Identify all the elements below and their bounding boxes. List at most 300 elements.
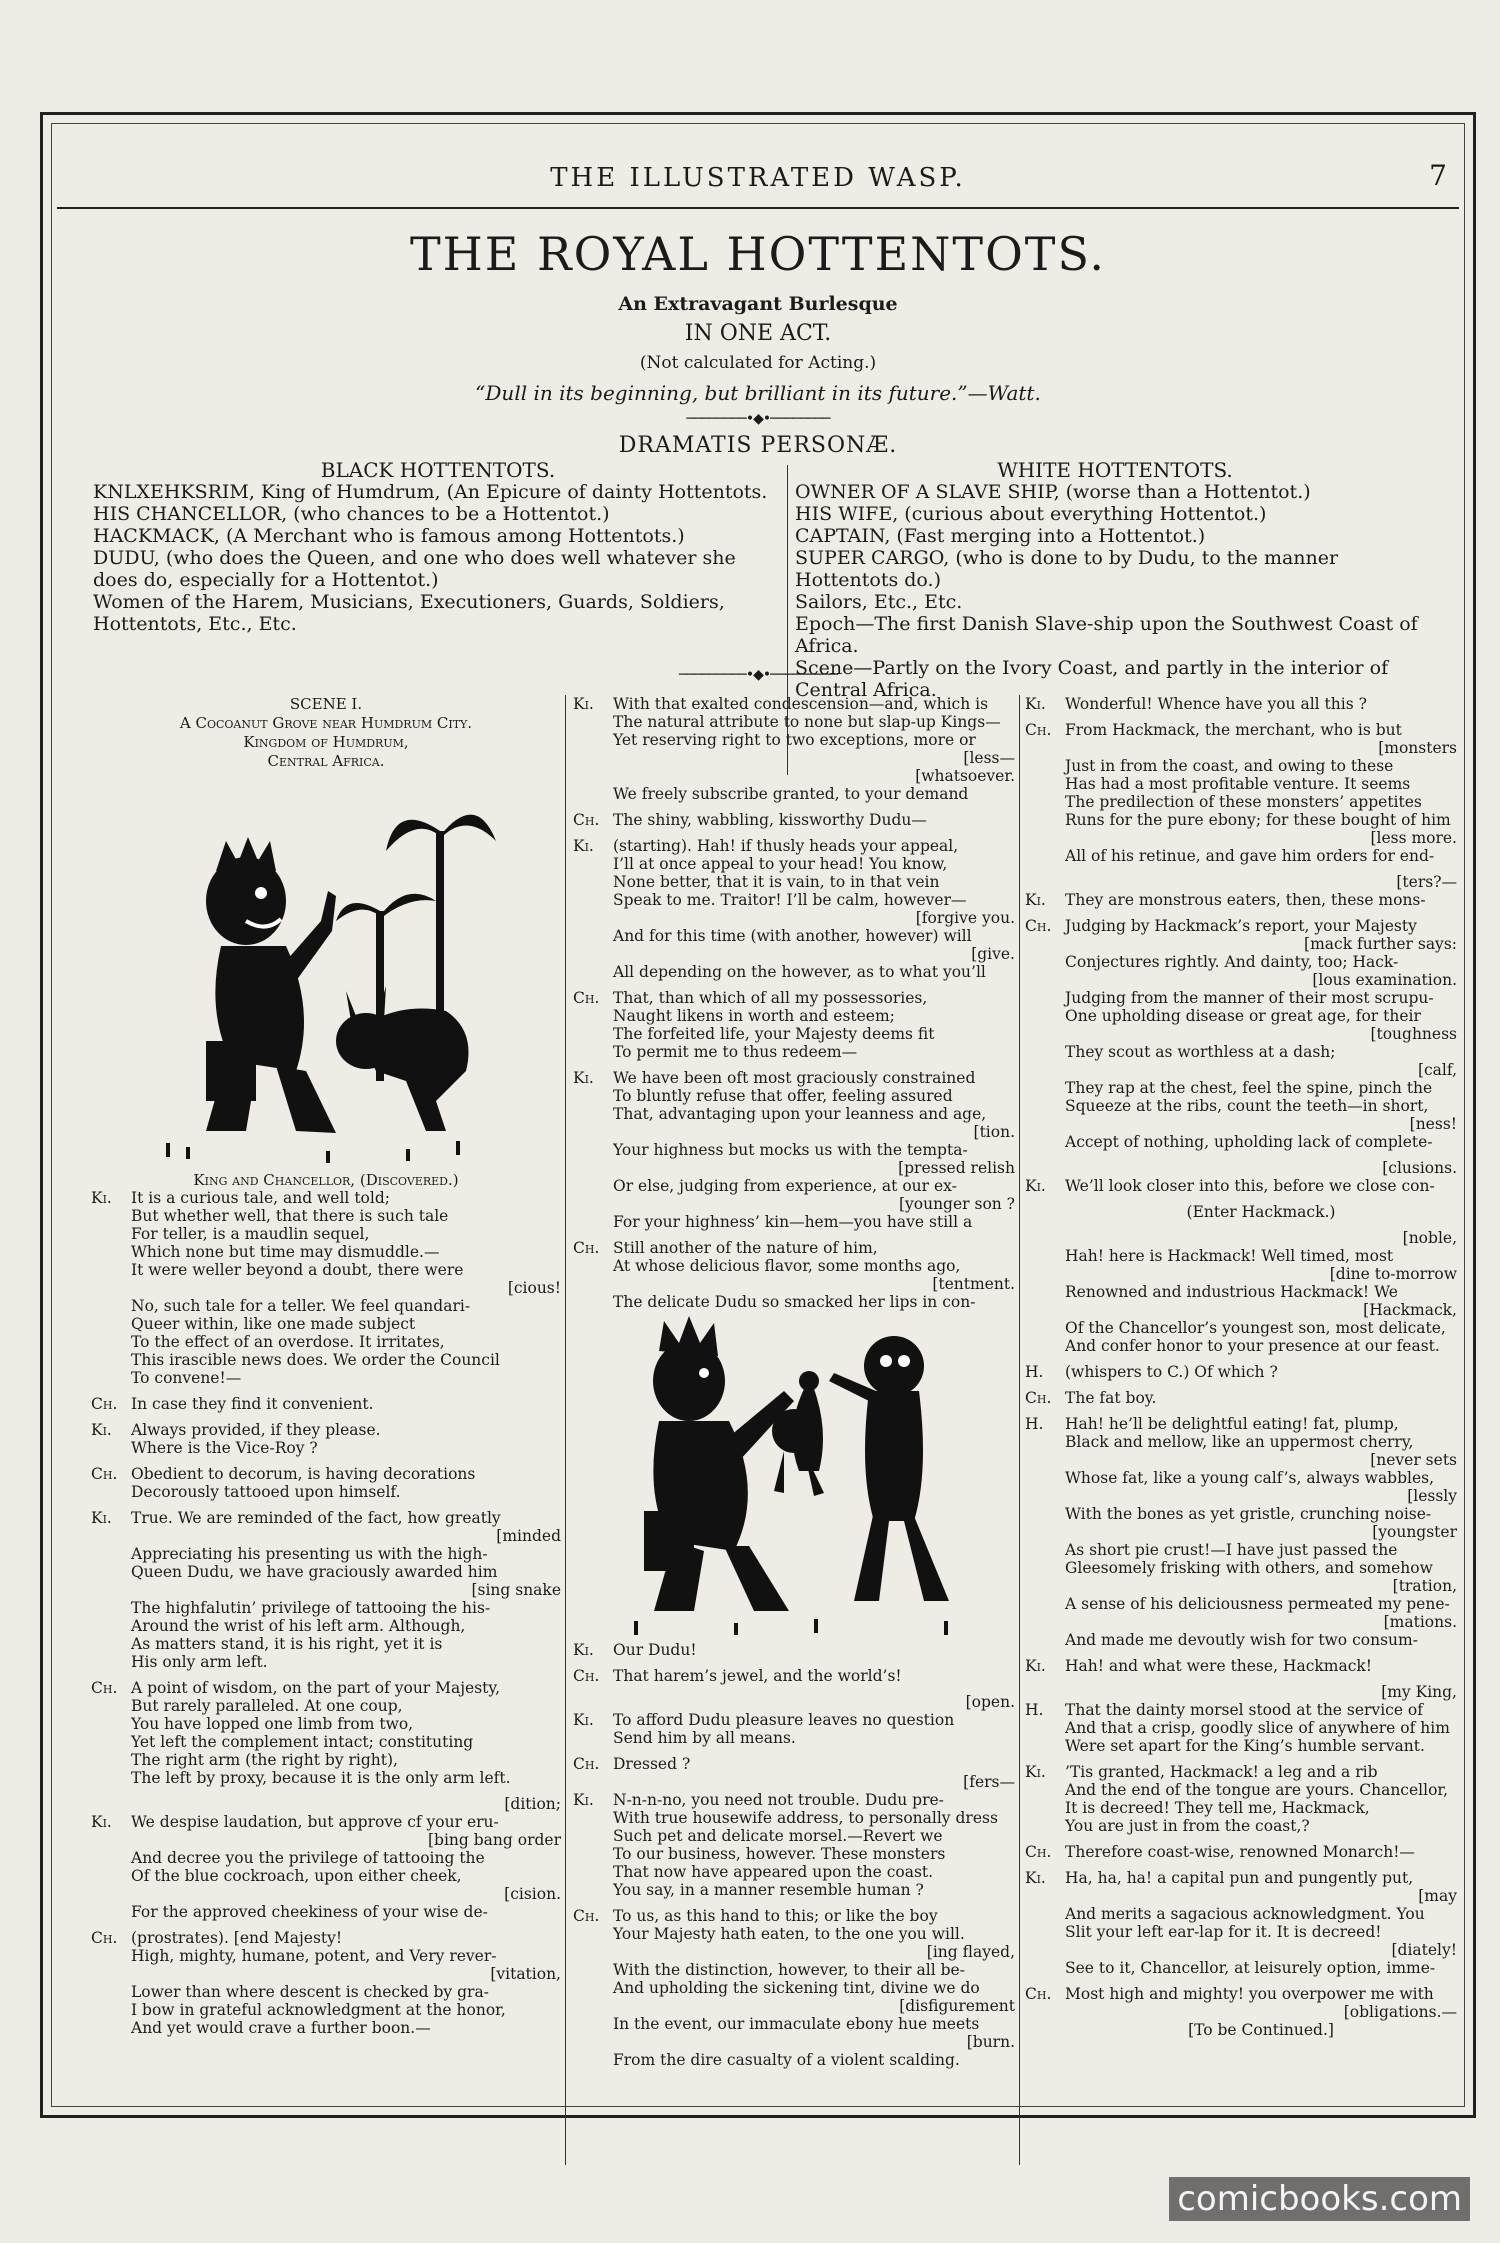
script-line <box>1025 1905 1457 1923</box>
dialogue-text: And yet would crave a further boon.— <box>131 2019 431 2037</box>
dialogue-text: Conjectures rightly. And dainty, too; Hack- <box>1065 953 1399 971</box>
dialogue-text: Speak to me. Traitor! I’ll be calm, however— <box>613 891 967 909</box>
dialogue-text: [ing flayed, <box>926 1943 1015 1961</box>
dialogue-text: [monsters <box>1378 739 1457 757</box>
dialogue-text: With true housewife address, to personally dress <box>613 1809 998 1827</box>
speaker-label: Ki. <box>91 1189 112 1207</box>
illustration-caption: King and Chancellor, (Discovered.) <box>193 1171 459 1189</box>
speaker-label <box>91 1261 131 1279</box>
dialogue-text: This irascible news does. We order the Council <box>131 1351 500 1369</box>
dialogue-text: The right arm (the right by right), <box>131 1751 398 1769</box>
script-line <box>91 1545 561 1563</box>
speaker-label <box>573 1105 613 1123</box>
speaker-label: Ch. <box>573 989 600 1007</box>
speaker-label <box>91 1849 131 1867</box>
script-line <box>573 1275 1015 1293</box>
speaker-label <box>1025 829 1065 847</box>
speaker-label <box>1025 1265 1065 1283</box>
speaker-label <box>1025 1737 1065 1755</box>
script-line <box>1025 1025 1457 1043</box>
speaker-label <box>573 1141 613 1159</box>
dialogue-text: To our business, however. These monsters <box>613 1845 946 1863</box>
script-line <box>91 1903 561 1921</box>
dialogue-text: With that exalted condescension—and, which is <box>613 695 989 713</box>
speaker-label <box>573 1087 613 1105</box>
script-line <box>91 1439 561 1457</box>
script-line <box>91 1653 561 1671</box>
speaker-label <box>91 1965 131 1983</box>
speaker-label: Ch. <box>1025 1389 1052 1407</box>
dialogue-text: Just in from the coast, and owing to these <box>1065 757 1394 775</box>
dialogue-text: True. We are reminded of the fact, how greatly <box>131 1509 501 1527</box>
speaker-label <box>1025 1159 1065 1177</box>
script-line <box>573 909 1015 927</box>
dialogue-text: [noble, <box>1402 1229 1457 1247</box>
script-line <box>91 1715 561 1733</box>
dialogue-text: Yet reserving right to two exceptions, more or <box>613 731 976 749</box>
speaker-label: Ch. <box>91 1465 118 1483</box>
speaker-label <box>1025 1959 1065 1977</box>
script-line <box>573 767 1015 785</box>
script-line <box>1025 917 1457 935</box>
script-line <box>91 1563 561 1581</box>
script-line <box>1025 1843 1457 1861</box>
speaker-label <box>1025 811 1065 829</box>
dialogue-text: The fat boy. <box>1065 1389 1157 1407</box>
script-line <box>573 1809 1015 1827</box>
cast-entry: HIS CHANCELLOR, (who chances to be a Hottentot.) <box>93 503 610 525</box>
script-line <box>573 1791 1015 1809</box>
speaker-label <box>1025 1133 1065 1151</box>
speaker-label <box>1025 775 1065 793</box>
dialogue-text: Wonderful! Whence have you all this ? <box>1065 695 1367 713</box>
dialogue-text: Squeeze at the ribs, count the teeth—in short, <box>1065 1097 1429 1115</box>
script-line <box>573 1925 1015 1943</box>
dialogue-text: Ha, ha, ha! a capital pun and pungently put, <box>1065 1869 1414 1887</box>
speaker-label <box>573 1007 613 1025</box>
script-line <box>573 1881 1015 1899</box>
speaker-label <box>1025 1577 1065 1595</box>
script-line <box>91 1315 561 1333</box>
speaker-label <box>573 909 613 927</box>
dialogue-text: Which none but time may dismuddle.— <box>131 1243 440 1261</box>
script-line <box>91 1527 561 1545</box>
cast-entry: SUPER CARGO, (who is done to by Dudu, to the manner Hottentots do.) <box>795 547 1339 591</box>
dialogue-text: [may <box>1418 1887 1457 1905</box>
dialogue-text: Of the Chancellor’s youngest son, most delicate, <box>1065 1319 1446 1337</box>
speaker-label: Ki. <box>573 1791 594 1809</box>
dialogue-text: To the effect of an overdose. It irritates, <box>131 1333 445 1351</box>
script-line <box>1025 721 1457 739</box>
speaker-label <box>573 1943 613 1961</box>
script-line <box>573 891 1015 909</box>
column-rule-2 <box>1019 695 1020 2165</box>
script-line <box>573 1641 1015 1659</box>
speaker-label <box>573 2051 613 2069</box>
script-line <box>91 1635 561 1653</box>
script-line <box>1025 1363 1457 1381</box>
dialogue-text: [youngster <box>1372 1523 1457 1541</box>
script-line <box>91 1831 561 1849</box>
script-line <box>1025 1337 1457 1355</box>
dialogue-text: To afford Dudu pleasure leaves no question <box>613 1711 955 1729</box>
speaker-label <box>573 1159 613 1177</box>
speaker-label <box>1025 1007 1065 1025</box>
dialogue-text: A sense of his deliciousness permeated my pene- <box>1065 1595 1450 1613</box>
speaker-label <box>573 1997 613 2015</box>
script-line <box>573 1213 1015 1231</box>
dialogue-text: At whose delicious flavor, some months ago, <box>613 1257 961 1275</box>
speaker-label <box>1025 1469 1065 1487</box>
dialogue-text: But rarely paralleled. At one coup, <box>131 1697 403 1715</box>
speaker-label <box>91 1351 131 1369</box>
dialogue-text: And upholding the sickening tint, divine we do <box>613 1979 980 1997</box>
dialogue-text: That the dainty morsel stood at the service of <box>1065 1701 1423 1719</box>
dialogue-text: [Hackmack, <box>1363 1301 1457 1319</box>
speaker-label: Ki. <box>1025 1869 1046 1887</box>
speaker-label <box>573 1979 613 1997</box>
dialogue-text: [less more. <box>1370 829 1457 847</box>
script-line <box>1025 1283 1457 1301</box>
script-line <box>91 1813 561 1831</box>
dialogue-text: It is a curious tale, and well told; <box>131 1189 390 1207</box>
dialogue-text: A point of wisdom, on the part of your Majesty, <box>131 1679 501 1697</box>
dialogue-text: Yet left the complement intact; constituting <box>131 1733 474 1751</box>
dialogue-text: Hah! he’ll be delightful eating! fat, plump, <box>1065 1415 1399 1433</box>
dialogue-text: [mack further says: <box>1304 935 1457 953</box>
script-line <box>1025 1229 1457 1247</box>
speaker-label <box>573 855 613 873</box>
dialogue-text: [my King, <box>1381 1683 1457 1701</box>
script-line <box>1025 1097 1457 1115</box>
dialogue-text: The left by proxy, because it is the only arm left. <box>131 1769 511 1787</box>
dialogue-text: ’Tis granted, Hackmack! a leg and a rib <box>1065 1763 1378 1781</box>
dialogue-text: Gleesomely frisking with others, and somehow <box>1065 1559 1433 1577</box>
speaker-label <box>1025 989 1065 1007</box>
speaker-label: Ch. <box>91 1395 118 1413</box>
script-line <box>1025 829 1457 847</box>
black-hottentots-list <box>93 459 783 635</box>
script-line <box>91 1581 561 1599</box>
speaker-label <box>91 1279 131 1297</box>
script-line <box>1025 1389 1457 1407</box>
speaker-label: Ki. <box>1025 891 1046 909</box>
speaker-label <box>1025 739 1065 757</box>
speaker-label: Ki. <box>91 1509 112 1527</box>
script-line <box>573 749 1015 767</box>
speaker-label <box>1025 1541 1065 1559</box>
dialogue-text: That now have appeared upon the coast. <box>613 1863 934 1881</box>
script-line <box>1025 1247 1457 1265</box>
script-line <box>573 1159 1015 1177</box>
script-line <box>573 1293 1015 1311</box>
script-line <box>573 837 1015 855</box>
dialogue-text: Most high and mighty! you overpower me with <box>1065 1985 1434 2003</box>
dialogue-text: It is decreed! They tell me, Hackmack, <box>1065 1799 1370 1817</box>
speaker-label: H. <box>1025 1363 1044 1381</box>
script-line <box>91 1333 561 1351</box>
speaker-label <box>91 1697 131 1715</box>
dialogue-text: [tion. <box>973 1123 1015 1141</box>
speaker-label <box>1025 935 1065 953</box>
speaker-label <box>573 891 613 909</box>
speaker-label: Ch. <box>573 1907 600 1925</box>
cast-entry: HIS WIFE, (curious about everything Hottentot.) <box>795 503 1267 525</box>
script-line <box>91 1465 561 1483</box>
script-line <box>91 1599 561 1617</box>
speaker-label: Ch. <box>1025 721 1052 739</box>
cast-entry: Epoch—The first Danish Slave-ship upon the Southwest Coast of Africa. <box>795 613 1418 657</box>
script-line <box>573 1239 1015 1257</box>
dialogue-text: [diately! <box>1391 1941 1457 1959</box>
speaker-label <box>91 1581 131 1599</box>
speaker-label: Ki. <box>1025 1177 1046 1195</box>
dialogue-text: [ters?— <box>1396 873 1457 891</box>
dialogue-text: The predilection of these monsters’ appetites <box>1065 793 1422 811</box>
dialogue-text: (prostrates). [end Majesty! <box>131 1929 343 1947</box>
speaker-label <box>1025 953 1065 971</box>
speaker-label: Ki. <box>573 1069 594 1087</box>
speaker-label <box>91 1885 131 1903</box>
script-line <box>573 1007 1015 1025</box>
script-line <box>573 855 1015 873</box>
script-line <box>1025 971 1457 989</box>
dialogue-text: For teller, is a maudlin sequel, <box>131 1225 370 1243</box>
speaker-label <box>573 1881 613 1899</box>
dialogue-text: We freely subscribe granted, to your demand <box>613 785 969 803</box>
script-line <box>573 1667 1015 1685</box>
script-line <box>1025 1657 1457 1675</box>
script-line <box>573 2015 1015 2033</box>
speaker-label <box>573 873 613 891</box>
dialogue-text: It were weller beyond a doubt, there were <box>131 1261 464 1279</box>
script-line <box>1025 1719 1457 1737</box>
speaker-label <box>573 2015 613 2033</box>
script-line <box>573 1729 1015 1747</box>
dialogue-text: That, advantaging upon your leanness and age, <box>613 1105 987 1123</box>
page-frame <box>40 112 1476 2118</box>
dialogue-text: Such pet and delicate morsel.—Revert we <box>613 1827 943 1845</box>
speaker-label <box>573 1275 613 1293</box>
script-line <box>1025 1079 1457 1097</box>
script-line <box>573 963 1015 981</box>
speaker-label <box>573 1773 613 1791</box>
dialogue-text: To us, as this hand to this; or like the boy <box>613 1907 938 1925</box>
script-line <box>573 989 1015 1007</box>
script-line <box>1025 847 1457 865</box>
dialogue-text: Naught likens in worth and esteem; <box>613 1007 895 1025</box>
scene-location-1: A Cocoanut Grove near Humdrum City. <box>179 714 473 732</box>
dialogue-text: [less— <box>963 749 1015 767</box>
speaker-label <box>91 2019 131 2037</box>
script-line <box>91 1795 561 1813</box>
script-line <box>91 1867 561 1885</box>
dialogue-text: Lower than where descent is checked by gra- <box>131 1983 489 2001</box>
script-line <box>1025 1007 1457 1025</box>
speaker-label <box>91 1733 131 1751</box>
script-line <box>91 1509 561 1527</box>
script-line <box>91 1261 561 1279</box>
dialogue-text: [lessly <box>1407 1487 1457 1505</box>
speaker-label <box>1025 1061 1065 1079</box>
dialogue-text: Decorously tattooed upon himself. <box>131 1483 401 1501</box>
script-line <box>1025 1061 1457 1079</box>
speaker-label <box>1025 1079 1065 1097</box>
speaker-label <box>573 963 613 981</box>
speaker-label <box>91 1527 131 1545</box>
speaker-label: Ch. <box>91 1929 118 1947</box>
dialogue-text: To convene!— <box>131 1369 242 1387</box>
script-line <box>1025 1559 1457 1577</box>
cast-entry: HACKMACK, (A Merchant who is famous among Hottentots.) <box>93 525 685 547</box>
dialogue-text: You are just in from the coast,? <box>1065 1817 1310 1835</box>
dialogue-text: And that a crisp, goodly slice of anywhere of him <box>1065 1719 1450 1737</box>
script-line <box>573 785 1015 803</box>
script-line <box>91 1849 561 1867</box>
script-line <box>91 2019 561 2037</box>
dialogue-text: [fers— <box>963 1773 1015 1791</box>
script-line <box>1025 1177 1457 1195</box>
script-line <box>91 1733 561 1751</box>
speaker-label <box>91 1751 131 1769</box>
dialogue-text: [tration, <box>1392 1577 1457 1595</box>
dialogue-text: The shiny, wabbling, kissworthy Dudu— <box>613 811 927 829</box>
speaker-label: Ch. <box>573 1755 600 1773</box>
script-line <box>1025 1505 1457 1523</box>
ornament-divider: ────────•◆•──────── <box>686 411 830 427</box>
running-title: THE ILLUSTRATED WASP. <box>550 163 966 193</box>
speaker-label: Ch. <box>1025 1843 1052 1861</box>
dialogue-text: In case they find it convenient. <box>131 1395 374 1413</box>
speaker-label <box>1025 1203 1065 1221</box>
dialogue-text: [burn. <box>966 2033 1015 2051</box>
dialogue-text: [tentment. <box>932 1275 1015 1293</box>
speaker-label: H. <box>1025 1415 1044 1433</box>
script-line <box>1025 1817 1457 1835</box>
script-line <box>1025 1763 1457 1781</box>
scene-title: SCENE I. <box>289 695 363 713</box>
scene-location-2: Kingdom of Humdrum, <box>243 733 409 751</box>
speaker-label <box>1025 1097 1065 1115</box>
script-line <box>1025 793 1457 811</box>
dialogue-text: [sing snake <box>471 1581 561 1599</box>
dialogue-text: You say, in a manner resemble human ? <box>613 1881 924 1899</box>
dialogue-text: High, mighty, humane, potent, and Very rever- <box>131 1947 497 1965</box>
dialogue-text: They rap at the chest, feel the spine, pinch the <box>1065 1079 1433 1097</box>
cast-entry: Sailors, Etc., Etc. <box>795 591 963 613</box>
dramatis-heading: DRAMATIS PERSONÆ. <box>618 433 898 458</box>
speaker-label <box>573 1863 613 1881</box>
speaker-label <box>1025 1923 1065 1941</box>
script-line <box>91 1929 561 1947</box>
script-line <box>573 1105 1015 1123</box>
dialogue-text: With the distinction, however, to their all be- <box>613 1961 965 1979</box>
speaker-label <box>1025 971 1065 989</box>
script-line <box>1025 1159 1457 1177</box>
script-line <box>1025 1265 1457 1283</box>
speaker-label <box>1025 1025 1065 1043</box>
script-line <box>1025 1887 1457 1905</box>
dialogue-text: [open. <box>965 1693 1015 1711</box>
script-line <box>1025 1541 1457 1559</box>
dialogue-text: N-n-n-no, you need not trouble. Dudu pre- <box>613 1791 944 1809</box>
dialogue-text: See to it, Chancellor, at leisurely option, imme- <box>1065 1959 1436 1977</box>
speaker-label: H. <box>1025 1701 1044 1719</box>
script-line <box>573 1087 1015 1105</box>
speaker-label <box>91 1599 131 1617</box>
speaker-label <box>573 785 613 803</box>
speaker-label <box>1025 1433 1065 1451</box>
dialogue-text: [younger son ? <box>898 1195 1015 1213</box>
speaker-label <box>91 1297 131 1315</box>
dialogue-text: [vitation, <box>490 1965 561 1983</box>
speaker-label <box>1025 1719 1065 1737</box>
scene-location-3: Central Africa. <box>267 752 385 770</box>
dialogue-text: Judging from the manner of their most scrupu- <box>1065 989 1434 1007</box>
script-line <box>1025 775 1457 793</box>
speaker-label <box>91 2001 131 2019</box>
script-line <box>91 1225 561 1243</box>
dialogue-text: [To be Continued.] <box>1188 2021 1334 2039</box>
script-line <box>1025 1683 1457 1701</box>
speaker-label <box>1025 2021 1065 2039</box>
speaker-label <box>91 1369 131 1387</box>
dialogue-text: And decree you the privilege of tattooing the <box>131 1849 485 1867</box>
script-line <box>573 1827 1015 1845</box>
dialogue-text: [minded <box>496 1527 561 1545</box>
speaker-label: Ki. <box>91 1421 112 1439</box>
script-line <box>573 811 1015 829</box>
script-line <box>1025 1415 1457 1433</box>
speaker-label <box>573 1025 613 1043</box>
speaker-label <box>573 927 613 945</box>
script-line <box>573 1257 1015 1275</box>
dialogue-text: (whispers to C.) Of which ? <box>1065 1363 1278 1381</box>
ornament-divider-2: ─────────•◆•───────── <box>679 667 837 683</box>
black-hottentots-heading: BLACK HOTTENTOTS. <box>320 458 556 482</box>
speaker-label <box>91 1769 131 1787</box>
script-line <box>91 1369 561 1387</box>
script-line <box>91 1421 561 1439</box>
speaker-label <box>91 1243 131 1261</box>
script-line <box>1025 1701 1457 1719</box>
dialogue-text: The delicate Dudu so smacked her lips in con- <box>613 1293 976 1311</box>
script-line <box>1025 1923 1457 1941</box>
dialogue-text: [whatsoever. <box>915 767 1015 785</box>
dialogue-text: [pressed relish <box>898 1159 1015 1177</box>
script-line <box>573 927 1015 945</box>
speaker-label <box>1025 1799 1065 1817</box>
script-line <box>1025 1203 1457 1221</box>
speaker-label <box>91 1483 131 1501</box>
dialogue-text: [ness! <box>1409 1115 1457 1133</box>
play-act: IN ONE ACT. <box>684 321 832 346</box>
speaker-label <box>573 1845 613 1863</box>
speaker-label <box>1025 1505 1065 1523</box>
speaker-label <box>1025 1451 1065 1469</box>
script-line <box>91 1395 561 1413</box>
dialogue-text: [obligations.— <box>1343 2003 1457 2021</box>
dialogue-text: Still another of the nature of him, <box>613 1239 878 1257</box>
script-line <box>1025 757 1457 775</box>
speaker-label <box>91 1653 131 1671</box>
speaker-label <box>91 1903 131 1921</box>
dialogue-text: The highfalutin’ privilege of tattooing the his- <box>131 1599 491 1617</box>
dialogue-text: Of the blue cockroach, upon either cheek, <box>131 1867 462 1885</box>
speaker-label: Ch. <box>573 1239 600 1257</box>
dialogue-text: Therefore coast-wise, renowned Monarch!— <box>1065 1843 1415 1861</box>
speaker-label <box>1025 1817 1065 1835</box>
